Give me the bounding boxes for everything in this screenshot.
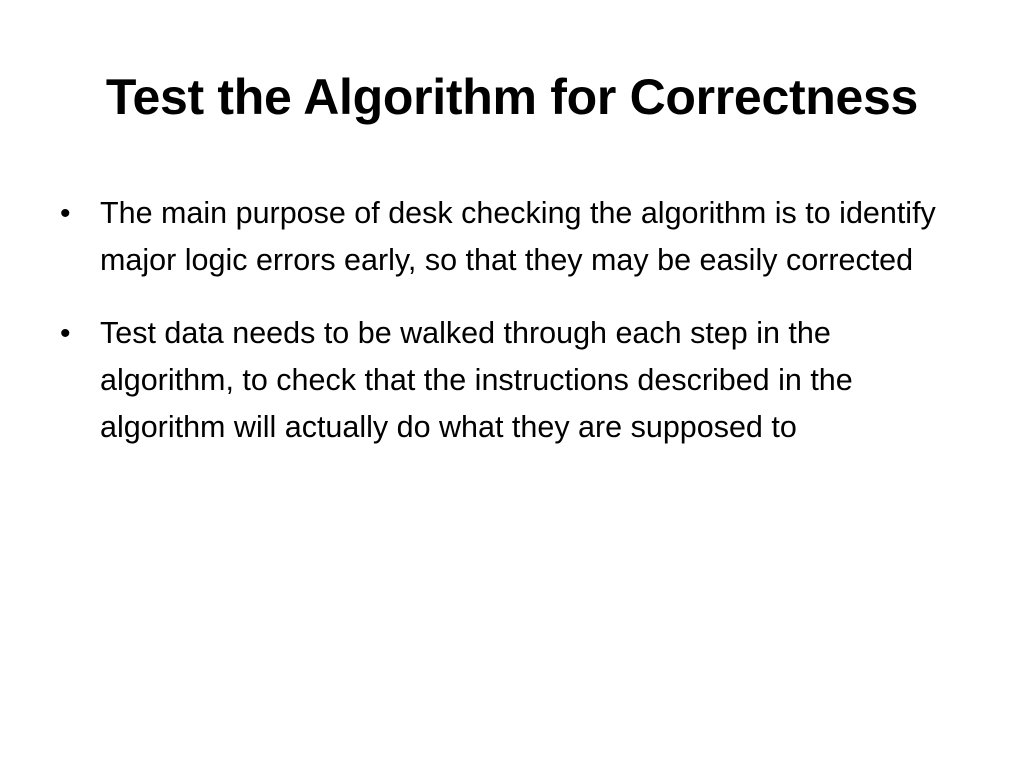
bullet-item [56, 310, 956, 451]
bullet-text: Test data needs to be walked through each step in the algorithm, to check that the instructions described in the algorithm will actually do what they are supposed to [100, 316, 853, 444]
bullet-icon: • [60, 197, 71, 230]
slide-title: Test the Algorithm for Correctness [105, 69, 919, 125]
bullet-text: The main purpose of desk checking the algorithm is to identify major logic errors early, so that they may be easily corrected [100, 196, 936, 277]
bullet-list [56, 190, 956, 477]
bullet-item [56, 190, 956, 284]
bullet-icon: • [60, 317, 71, 350]
